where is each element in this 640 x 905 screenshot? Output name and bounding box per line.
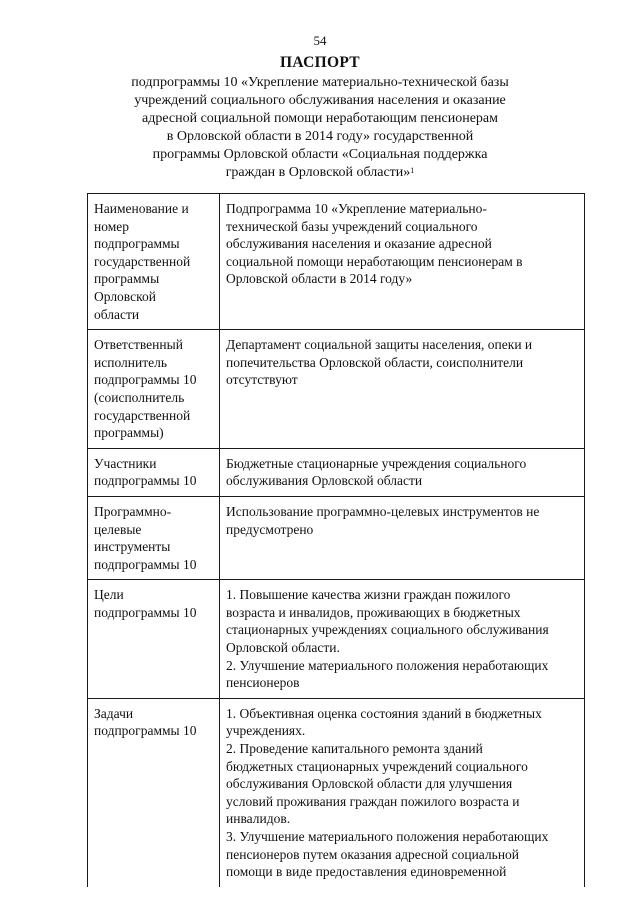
row-value-line: Орловской области в 2014 году» [226,271,413,287]
row-value-line: возраста и инвалидов, проживающих в бюджетных [226,604,521,620]
row-value-line: 2. Проведение капитального ремонта зданий [226,741,483,757]
row-label-line: номер [94,218,130,234]
row-label-line: Участники [94,455,157,471]
table-row [88,194,585,330]
row-label-line: Наименование и [94,201,189,216]
row-label-line: подпрограммы 10 [94,604,197,620]
subtitle-line: подпрограммы 10 «Укрепление материально-технической базы [131,75,509,90]
page-number: 54 [313,33,327,48]
subtitle-line: программы Орловской области «Социальная поддержка [152,147,488,162]
row-label-line: Цели [94,587,124,603]
row-label-line: подпрограммы 10 [94,473,197,489]
row-label-line: исполнитель [94,354,167,370]
row-label-line: государственной [94,407,191,423]
row-label-cell [88,496,220,579]
row-value-line: социальной помощи неработающим пенсионерам в [226,253,523,269]
row-label-line: целевые [94,521,142,537]
row-value-line: условий проживания граждан пожилого возраста и [226,793,520,809]
row-value-line: попечительства Орловской области, соисполнители [226,354,524,370]
document-subtitle [95,74,545,182]
row-label-line: Орловской [94,288,156,304]
row-value-line: 2. Улучшение материального положения неработающих [226,657,549,673]
row-value-cell [220,194,585,330]
row-label-line: подпрограммы [94,236,180,252]
row-value-line: пенсионеров [226,675,300,691]
row-value-line: Использование программно-целевых инструментов не [226,503,540,519]
row-value-line: Подпрограмма 10 «Укрепление материально- [226,201,487,216]
row-value-line: предусмотрено [226,521,314,537]
row-value-line: помощи в виде предоставления единовременной [226,864,507,880]
row-value-line: Департамент социальной защиты населения, опеки и [226,337,533,353]
row-label-cell [88,330,220,449]
row-label-line: подпрограммы 10 [94,556,197,572]
footnote-mark: 1 [410,166,415,175]
table-row [88,448,585,496]
row-label-line: (соисполнитель [94,389,185,405]
table-row [88,580,585,699]
row-label-line: государственной [94,253,191,269]
row-value-line: учреждениях. [226,723,306,739]
row-value-line: инвалидов. [226,811,291,827]
row-label-line: Задачи [94,705,134,721]
row-label-line: программы) [94,425,164,441]
row-value-cell [220,330,585,449]
row-value-line: обслуживания Орловской области для улучшения [226,776,513,792]
row-label-cell [88,194,220,330]
row-label-cell [88,580,220,699]
table-row [88,330,585,449]
row-value-line: бюджетных стационарных учреждений социального [226,758,528,774]
passport-table [87,193,585,887]
row-label-line: Программно- [94,503,172,519]
row-value-line: 1. Объективная оценка состояния зданий в бюджетных [226,705,542,721]
row-value-line: 3. Улучшение материального положения неработающих [226,829,549,844]
row-label-line: области [94,306,140,322]
document-title: ПАСПОРТ [280,54,360,71]
subtitle-line-last [95,164,545,182]
row-value-line: обслуживания Орловской области [226,473,423,489]
table-row [88,496,585,579]
row-value-line: отсутствуют [226,372,298,388]
row-value-cell [220,496,585,579]
passport-table-body [88,194,585,887]
row-value-line: Бюджетные стационарные учреждения социального [226,455,527,471]
row-label-line: инструменты [94,539,171,555]
row-label-line: подпрограммы 10 [94,723,197,739]
table-row [88,698,585,886]
subtitle-line: в Орловской области в 2014 году» государственной [166,129,474,144]
row-label-line: подпрограммы 10 [94,372,197,388]
row-value-line: обслуживания населения и оказание адресной [226,236,492,252]
row-value-cell [220,580,585,699]
row-value-line: технической базы учреждений социального [226,218,478,234]
row-value-line: стационарных учреждениях социального обслуживания [226,622,549,638]
row-label-line: программы [94,271,160,287]
row-value-line: Орловской области. [226,640,340,656]
row-value-line: 1. Повышение качества жизни граждан пожилого [226,587,511,603]
row-label-cell [88,448,220,496]
subtitle-line: учреждений социального обслуживания населения и оказание [134,93,506,108]
row-label-line: Ответственный [94,337,183,353]
subtitle-line-text: граждан в Орловской области» [225,165,411,180]
row-value-cell [220,448,585,496]
subtitle-line: адресной социальной помощи неработающим пенсионерам [142,111,498,126]
row-value-cell [220,698,585,886]
row-label-cell [88,698,220,886]
row-value-line: пенсионеров путем оказания адресной социальной [226,846,520,862]
